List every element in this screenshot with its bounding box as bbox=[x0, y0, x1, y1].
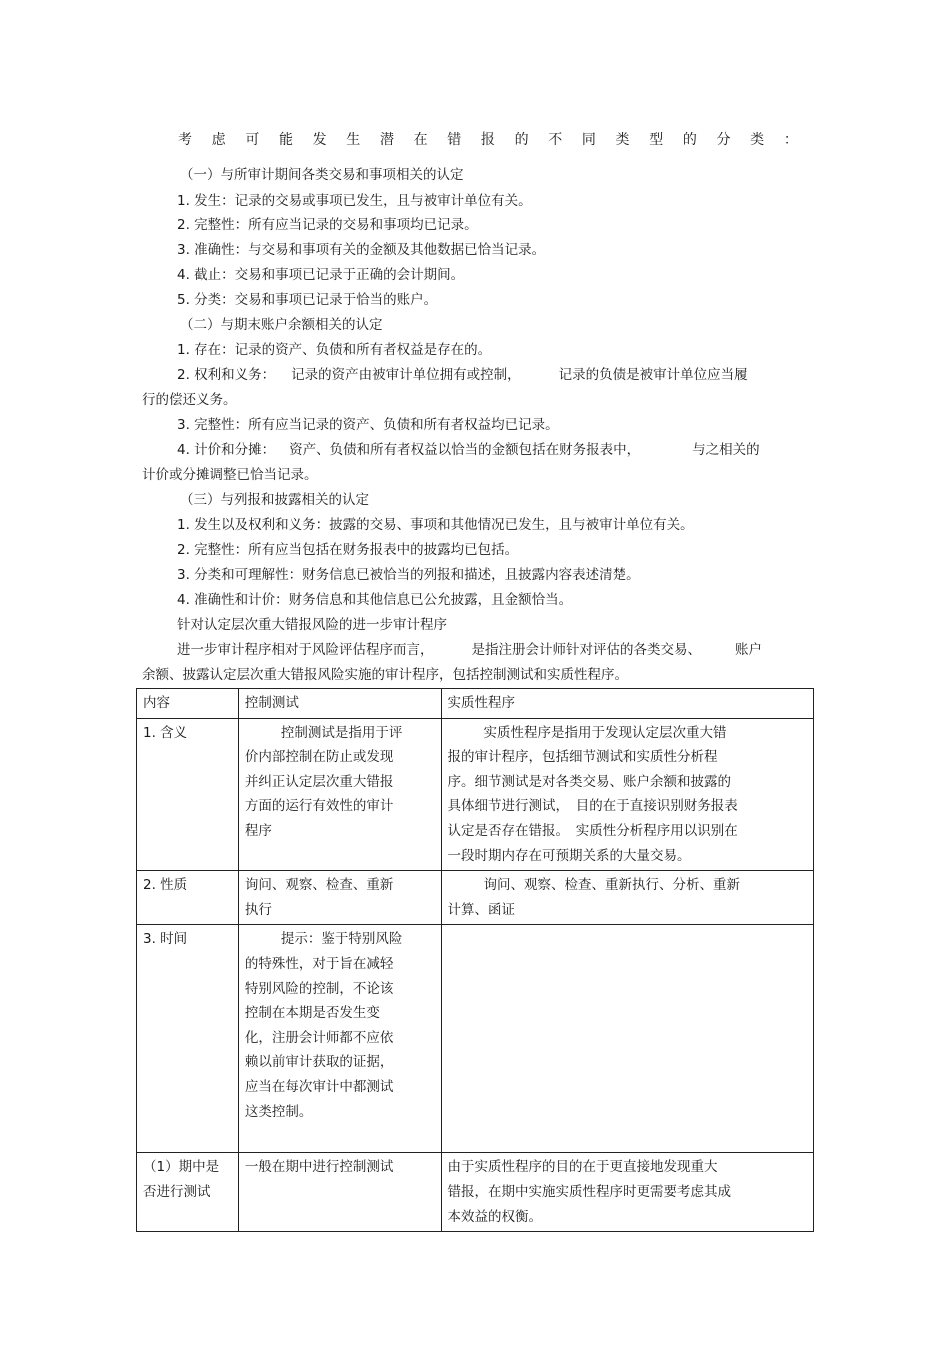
cell-line: 实质性程序是指用于发现认定层次重大错 bbox=[483, 724, 727, 741]
cell-line: 计算、函证 bbox=[447, 901, 516, 918]
section1-item-4: 4. 截止：交易和事项已记录于正确的会计期间。 bbox=[177, 267, 465, 283]
header-content: 内容 bbox=[137, 689, 239, 719]
section2-heading: （二）与期末账户余额相关的认定 bbox=[180, 317, 383, 333]
section1-item-1: 1. 发生：记录的交易或事项已发生，且与被审计单位有关。 bbox=[177, 193, 532, 209]
section3-item-3: 3. 分类和可理解性：财务信息已被恰当的列报和描述，且披露内容表述清楚。 bbox=[177, 567, 640, 583]
cell-line: 询问、观察、检查、重新 bbox=[244, 877, 394, 894]
cell-line: 并纠正认定层次重大错报 bbox=[244, 773, 394, 790]
cell-line: 的特殊性，对于旨在减轻 bbox=[244, 955, 394, 972]
cell-line: 一段时期内存在可预期关系的大量交易。 bbox=[447, 847, 691, 864]
title-char: 报 bbox=[480, 132, 495, 148]
substantive-text bbox=[448, 721, 807, 869]
control-text bbox=[245, 1155, 435, 1180]
cell-line: 错报，在期中实施实质性程序时更需要考虑其成 bbox=[447, 1183, 732, 1200]
section1-heading: （一）与所审计期间各类交易和事项相关的认定 bbox=[180, 167, 464, 183]
row-substantive-cell bbox=[441, 871, 813, 925]
title-char: 发 bbox=[312, 132, 327, 148]
section2-item-2-label: 2. 权利和义务： bbox=[177, 367, 276, 383]
control-text bbox=[245, 721, 435, 844]
row-substantive-cell bbox=[441, 925, 813, 1153]
section2-item-3: 3. 完整性：所有应当记录的资产、负债和所有者权益均已记录。 bbox=[177, 417, 559, 433]
cell-line: 价内部控制在防止或发现 bbox=[244, 749, 394, 766]
title-char: 同 bbox=[581, 132, 596, 148]
substantive-text bbox=[448, 1155, 807, 1229]
further-paragraph-line1 bbox=[177, 638, 762, 662]
section1-item-5: 5. 分类：交易和事项已记录于恰当的账户。 bbox=[177, 292, 438, 308]
section2-item-4-part1: 资产、负债和所有者权益以恰当的金额包括在财务报表中， bbox=[289, 442, 641, 458]
title-char: 错 bbox=[447, 132, 462, 148]
cell-line: 特别风险的控制，不论该 bbox=[244, 980, 394, 997]
further-paragraph-line2: 余额、披露认定层次重大错报风险实施的审计程序，包括控制测试和实质性程序。 bbox=[142, 667, 628, 683]
row-label: 2. 性质 bbox=[137, 871, 239, 925]
title-char: 能 bbox=[278, 132, 293, 148]
title-char: 类 bbox=[750, 132, 765, 148]
section3-item-1: 1. 发生以及权利和义务：披露的交易、事项和其他情况已发生，且与被审计单位有关。 bbox=[177, 517, 694, 533]
title-char: 可 bbox=[245, 132, 260, 148]
section2-item-2-part2: 记录的负债是被审计单位应当履 bbox=[558, 367, 748, 383]
cell-line: 否进行测试 bbox=[143, 1183, 211, 1200]
row-label-text bbox=[143, 1155, 232, 1204]
further-p1-part2: 是指注册会计师针对评估的各类交易、 bbox=[471, 642, 701, 658]
cell-line: 方面的运行有效性的审计 bbox=[244, 798, 394, 815]
title-char: 潜 bbox=[379, 132, 394, 148]
section3-item-2: 2. 完整性：所有应当包括在财务报表中的披露均已包括。 bbox=[177, 542, 519, 558]
section1-item-2: 2. 完整性：所有应当记录的交易和事项均已记录。 bbox=[177, 217, 478, 233]
section2-item-4-part2: 与之相关的 bbox=[692, 442, 760, 458]
cell-line: 具体细节进行测试， 目的在于直接识别财务报表 bbox=[447, 798, 738, 815]
cell-line: 赖以前审计获取的证据， bbox=[244, 1054, 394, 1071]
table-header-row bbox=[137, 689, 814, 719]
further-p1-part3: 账户 bbox=[735, 642, 762, 658]
title-char: 类 bbox=[615, 132, 630, 148]
title-char: 考 bbox=[178, 132, 192, 148]
cell-line: 控制在本期是否发生变 bbox=[244, 1005, 380, 1022]
cell-line: 一般在期中进行控制测试 bbox=[244, 1159, 394, 1176]
section2-item-4 bbox=[177, 438, 760, 462]
table-row bbox=[137, 871, 814, 925]
row-label: 1. 含义 bbox=[137, 718, 239, 871]
table-row bbox=[137, 718, 814, 871]
substantive-text bbox=[448, 873, 807, 922]
section2-item-2 bbox=[177, 363, 748, 387]
cell-line: 认定是否存在错报。 实质性分析程序用以识别在 bbox=[447, 822, 738, 839]
cell-line: 本效益的权衡。 bbox=[447, 1208, 543, 1225]
document-title bbox=[178, 128, 798, 152]
cell-line: 询问、观察、检查、重新执行、分析、重新 bbox=[483, 877, 741, 894]
row-label: 3. 时间 bbox=[137, 925, 239, 1153]
cell-line: 应当在每次审计中都测试 bbox=[244, 1078, 394, 1095]
row-control-cell bbox=[238, 718, 441, 871]
title-char: 不 bbox=[548, 132, 563, 148]
cell-line: 报的审计程序，包括细节测试和实质性分析程 bbox=[447, 749, 718, 766]
table-row bbox=[137, 1153, 814, 1232]
row-control-cell bbox=[238, 925, 441, 1153]
section2-item-2-cont: 行的偿还义务。 bbox=[142, 392, 237, 408]
title-char: 的 bbox=[682, 132, 697, 148]
row-substantive-cell bbox=[441, 718, 813, 871]
cell-line: 控制测试是指用于评 bbox=[280, 724, 403, 741]
table-row bbox=[137, 925, 814, 1153]
title-char: 在 bbox=[413, 132, 428, 148]
title-char: 分 bbox=[716, 132, 731, 148]
section1-item-3: 3. 准确性：与交易和事项有关的金额及其他数据已恰当记录。 bbox=[177, 242, 546, 258]
section2-item-4-cont: 计价或分摊调整已恰当记录。 bbox=[142, 467, 318, 483]
section2-item-4-label: 4. 计价和分摊： bbox=[177, 442, 276, 458]
row-control-cell bbox=[238, 871, 441, 925]
title-char: 的 bbox=[514, 132, 529, 148]
control-text bbox=[245, 873, 435, 922]
control-text bbox=[245, 927, 435, 1124]
cell-line: 化，注册会计师都不应依 bbox=[244, 1029, 394, 1046]
header-substantive: 实质性程序 bbox=[441, 689, 813, 719]
cell-line: 执行 bbox=[244, 901, 272, 918]
title-char: 型 bbox=[649, 132, 664, 148]
title-char: 生 bbox=[346, 132, 361, 148]
cell-line: 由于实质性程序的目的在于更直接地发现重大 bbox=[447, 1159, 718, 1176]
cell-line: 这类控制。 bbox=[244, 1103, 313, 1120]
section2-item-2-part1: 记录的资产由被审计单位拥有或控制， bbox=[291, 367, 521, 383]
cell-line: 序。细节测试是对各类交易、账户余额和披露的 bbox=[447, 773, 732, 790]
title-char: 虑 bbox=[211, 132, 226, 148]
cell-line: （1）期中是 bbox=[143, 1159, 220, 1176]
section2-item-1: 1. 存在：记录的资产、负债和所有者权益是存在的。 bbox=[177, 342, 492, 358]
row-label bbox=[137, 1153, 239, 1232]
title-char: ： bbox=[783, 132, 798, 148]
cell-line: 提示：鉴于特别风险 bbox=[280, 931, 403, 948]
comparison-table bbox=[136, 688, 814, 1232]
section3-item-4: 4. 准确性和计价：财务信息和其他信息已公允披露，且金额恰当。 bbox=[177, 592, 573, 608]
row-substantive-cell bbox=[441, 1153, 813, 1232]
header-control-test: 控制测试 bbox=[238, 689, 441, 719]
further-p1-part1: 进一步审计程序相对于风险评估程序而言， bbox=[177, 642, 434, 658]
section3-heading: （三）与列报和披露相关的认定 bbox=[180, 492, 369, 508]
row-control-cell bbox=[238, 1153, 441, 1232]
cell-line: 程序 bbox=[244, 822, 272, 839]
further-heading: 针对认定层次重大错报风险的进一步审计程序 bbox=[177, 617, 447, 633]
